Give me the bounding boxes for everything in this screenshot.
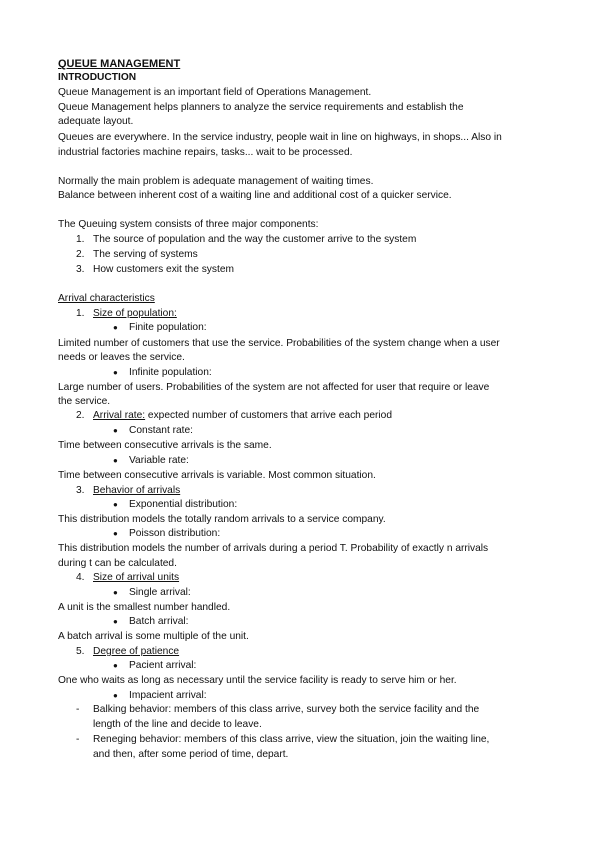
list-number: 3. <box>76 264 85 275</box>
body-line: Time between consecutive arrivals is the same. <box>58 440 272 451</box>
dash-item-line: length of the line and decide to leave. <box>93 719 262 730</box>
bullet-glyph: ● <box>113 323 118 332</box>
intro-heading: INTRODUCTION <box>58 72 137 83</box>
bullet-glyph: ● <box>113 691 118 700</box>
dash-glyph: - <box>76 734 80 745</box>
list-number: 1. <box>76 234 85 245</box>
bullet-glyph: ● <box>113 529 118 538</box>
body-line: Limited number of customers that use the service. Probabilities of the system change when a user <box>58 338 500 349</box>
problem-line: Normally the main problem is adequate management of waiting times. <box>58 176 374 187</box>
bullet-label: Constant rate: <box>129 425 193 436</box>
section-label: Size of population: <box>93 308 177 319</box>
list-item: The serving of systems <box>93 249 198 260</box>
bullet-glyph: ● <box>113 588 118 597</box>
section-description: expected number of customers that arrive each period <box>145 410 392 421</box>
body-line: This distribution models the number of arrivals during a period T. Probability of exactly n arrivals <box>58 543 489 554</box>
section-line <box>93 409 392 423</box>
section-number: 5. <box>76 646 85 657</box>
body-line: Time between consecutive arrivals is variable. Most common situation. <box>58 470 376 481</box>
intro-line: Queue Management is an important field of Operations Management. <box>58 87 372 98</box>
bullet-label: Variable rate: <box>129 455 189 466</box>
bullet-label: Impacient arrival: <box>129 690 207 701</box>
intro-line: Queues are everywhere. In the service industry, people wait in line on highways, in shops... Also in <box>58 132 502 143</box>
section-number: 1. <box>76 308 85 319</box>
dash-item-line: Balking behavior: members of this class arrive, survey both the service facility and the <box>93 704 480 715</box>
section-number: 2. <box>76 410 85 421</box>
bullet-label: Pacient arrival: <box>129 660 197 671</box>
list-item: How customers exit the system <box>93 264 234 275</box>
bullet-label: Poisson distribution: <box>129 528 221 539</box>
bullet-glyph: ● <box>113 500 118 509</box>
bullet-label: Exponential distribution: <box>129 499 238 510</box>
dash-item-line: Reneging behavior: members of this class arrive, view the situation, join the waiting line, <box>93 734 490 745</box>
section-label: Size of arrival units <box>93 572 180 583</box>
list-item: The source of population and the way the customer arrive to the system <box>93 234 417 245</box>
body-line: needs or leaves the service. <box>58 352 185 363</box>
problem-line: Balance between inherent cost of a waiting line and additional cost of a quicker service. <box>58 190 452 201</box>
body-line: A batch arrival is some multiple of the unit. <box>58 631 249 642</box>
document-title: QUEUE MANAGEMENT <box>58 58 181 70</box>
body-line: One who waits as long as necessary until the service facility is ready to serve him or her. <box>58 675 457 686</box>
section-label: Arrival rate: <box>93 410 146 421</box>
intro-line: adequate layout. <box>58 116 134 127</box>
dash-item-line: and then, after some period of time, depart. <box>93 749 289 760</box>
section-label: Degree of patience <box>93 646 180 657</box>
bullet-glyph: ● <box>113 617 118 626</box>
bullet-label: Finite population: <box>129 322 207 333</box>
section-number: 4. <box>76 572 85 583</box>
bullet-glyph: ● <box>113 426 118 435</box>
body-line: Large number of users. Probabilities of the system are not affected for user that require or leave <box>58 382 490 393</box>
components-intro: The Queuing system consists of three major components: <box>58 219 319 230</box>
section-number: 3. <box>76 485 85 496</box>
body-line: during t can be calculated. <box>58 558 177 569</box>
body-line: A unit is the smallest number handled. <box>58 602 231 613</box>
section-label: Behavior of arrivals <box>93 485 181 496</box>
bullet-label: Batch arrival: <box>129 616 189 627</box>
list-number: 2. <box>76 249 85 260</box>
arrival-heading: Arrival characteristics <box>58 293 155 304</box>
intro-line: Queue Management helps planners to analyze the service requirements and establish the <box>58 102 464 113</box>
bullet-label: Single arrival: <box>129 587 191 598</box>
bullet-glyph: ● <box>113 456 118 465</box>
body-line: the service. <box>58 396 111 407</box>
bullet-glyph: ● <box>113 368 118 377</box>
dash-glyph: - <box>76 704 80 715</box>
intro-line: industrial factories machine repairs, tasks... wait to be processed. <box>58 147 353 158</box>
bullet-label: Infinite population: <box>129 367 212 378</box>
body-line: This distribution models the totally random arrivals to a service company. <box>58 514 386 525</box>
bullet-glyph: ● <box>113 661 118 670</box>
